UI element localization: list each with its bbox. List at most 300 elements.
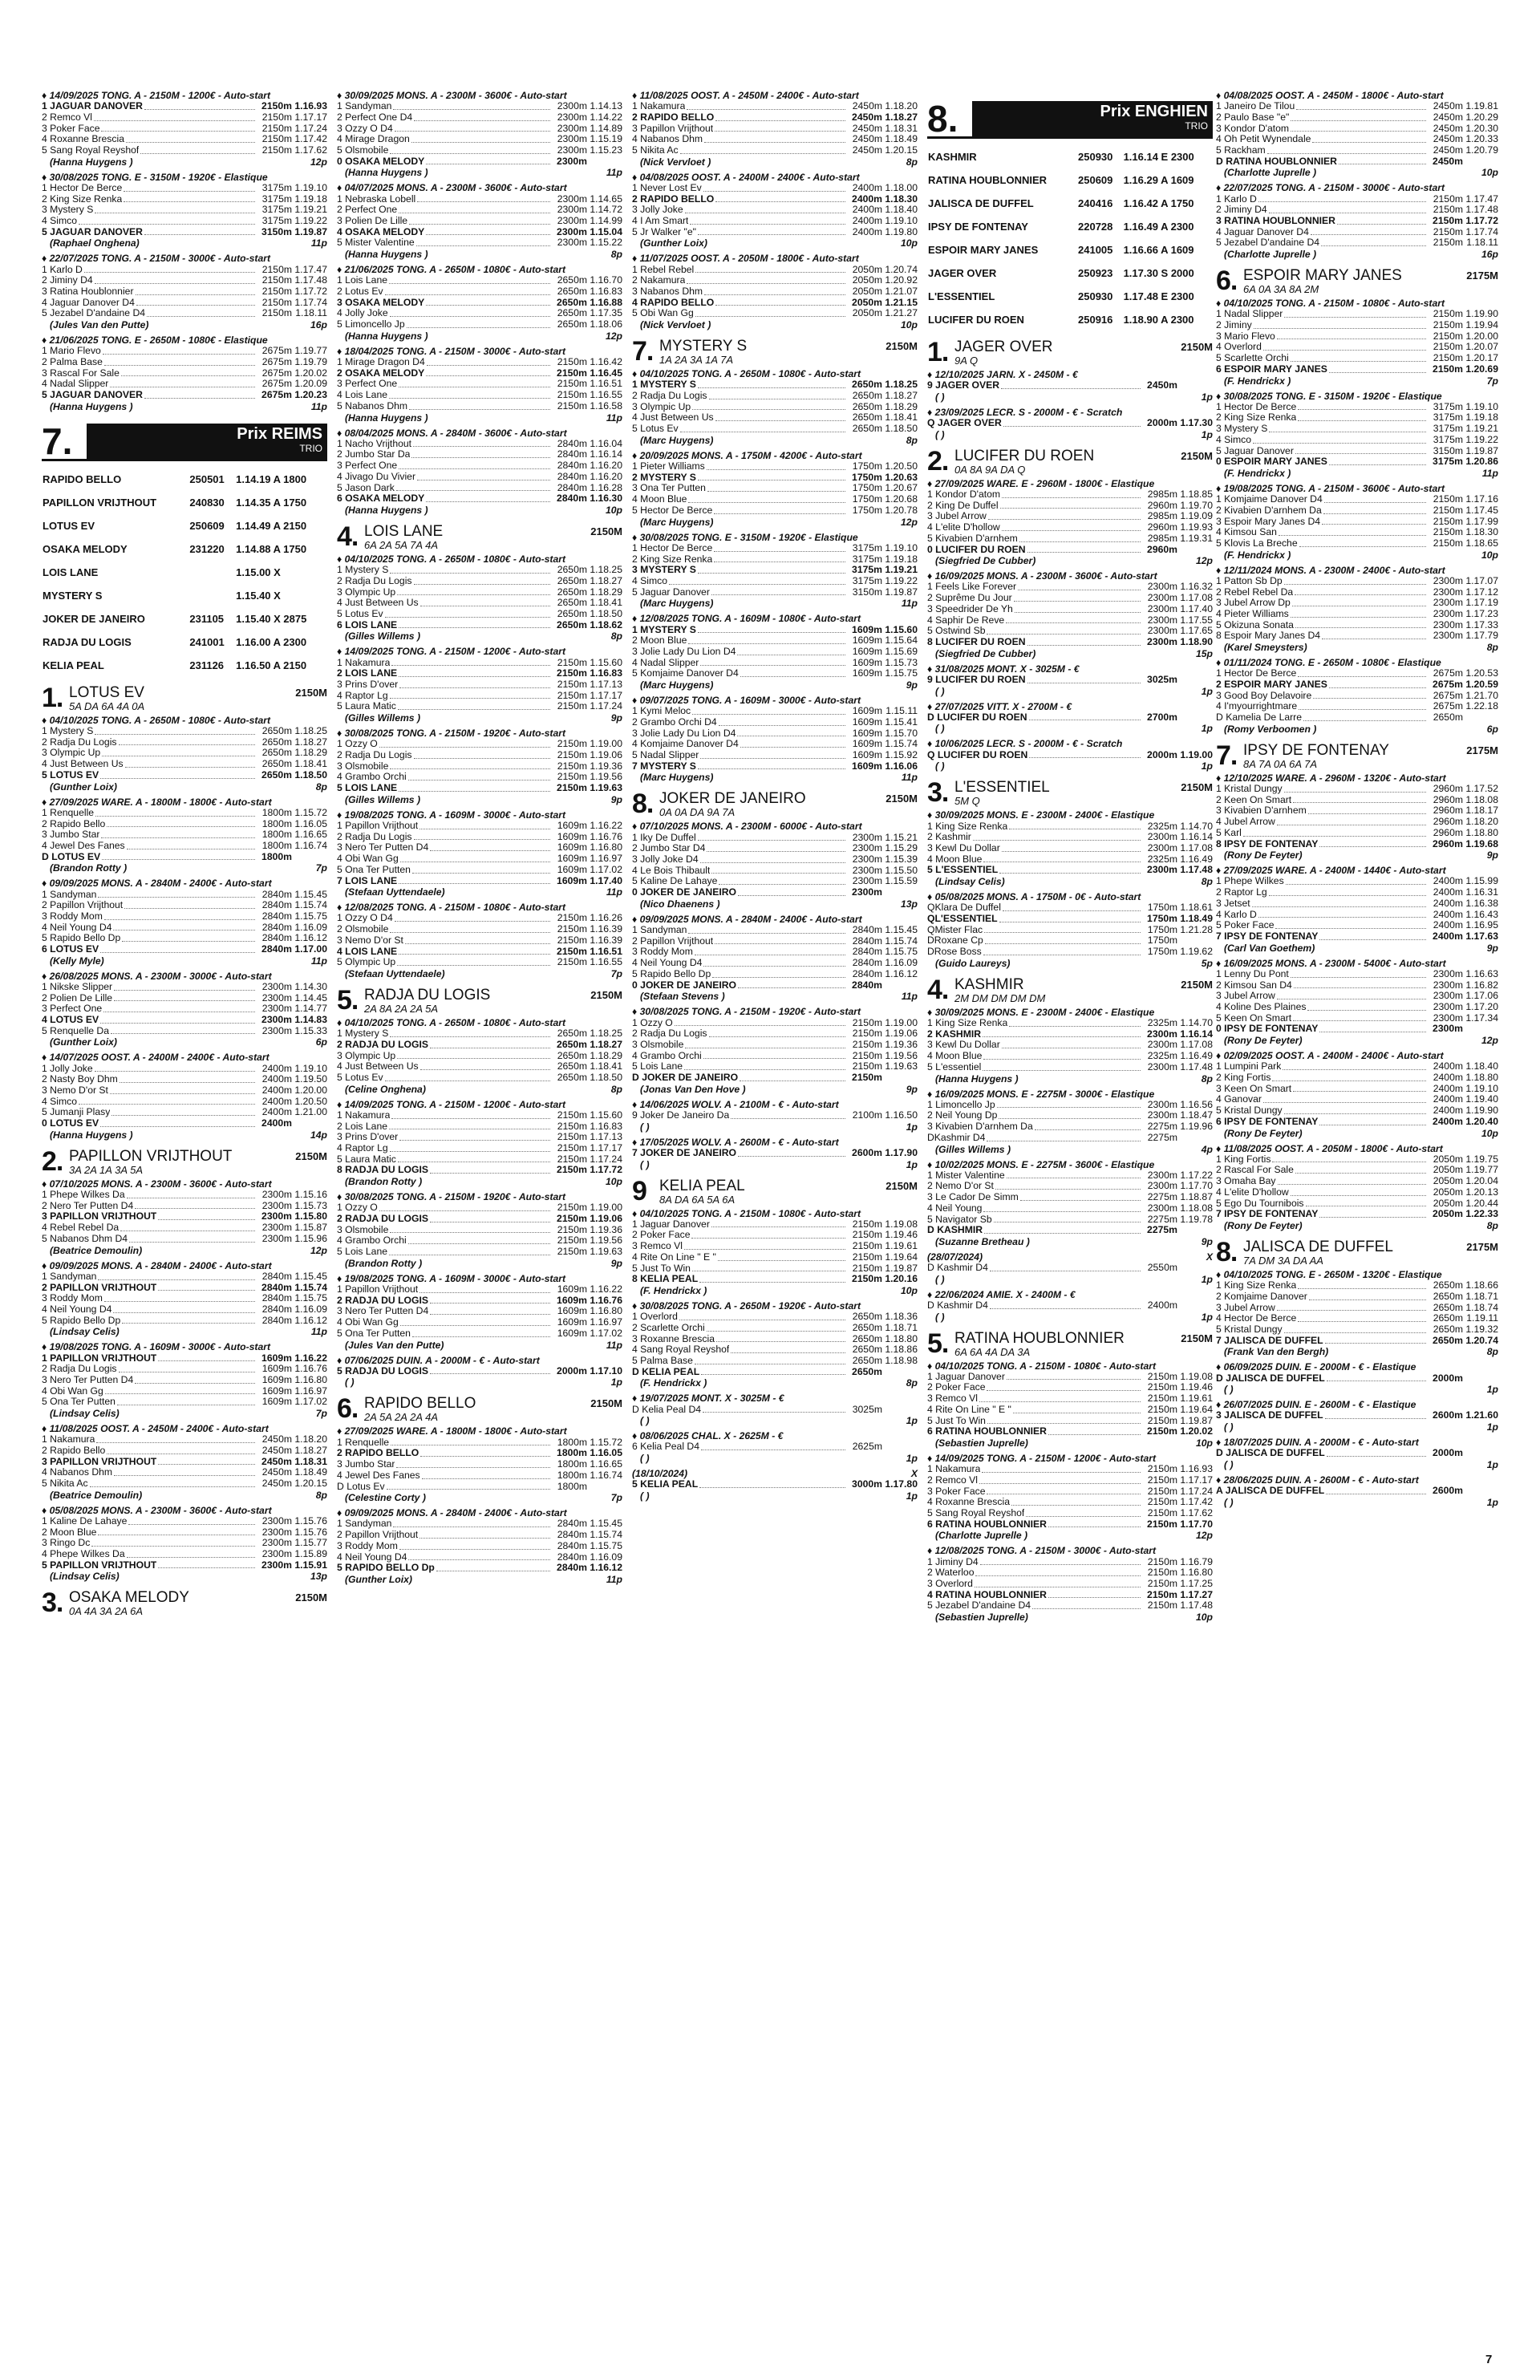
leader-dots	[983, 854, 1141, 863]
driver-name: ( )	[1224, 1421, 1234, 1433]
leader-dots	[1027, 675, 1141, 683]
result-horse: 4 LOTUS EV	[42, 1015, 99, 1026]
result-horse: 4 Saphir De Reve	[927, 614, 1005, 626]
driver-name: (Gilles Willems )	[345, 793, 421, 805]
leader-dots	[1267, 145, 1426, 154]
result-horse: 3 Perfect One	[42, 1003, 103, 1015]
race-footer	[42, 862, 327, 874]
result-horse: 4 Nadal Slipper	[632, 657, 699, 668]
result-horse: D LOTUS EV	[42, 851, 101, 862]
result-horse: 3 Nero Ter Putten D4	[337, 842, 429, 853]
result-horse: 4 Obi Wan Gg	[337, 1317, 399, 1328]
race-block	[632, 821, 918, 909]
result-horse: 1 Kondor D'atom	[927, 489, 1001, 501]
result-distance: 2150m	[1147, 1463, 1177, 1475]
leader-dots	[737, 728, 845, 737]
field-size: 1p	[1201, 391, 1213, 403]
result-horse: 3 Kondor D'atom	[1216, 123, 1290, 134]
race-header: ♦ 04/08/2025 OOST. A - 2400M - 2400€ - Auto-start	[632, 171, 860, 183]
race-header: ♦ 10/06/2025 LECR. S - 2000M - € - Scratch	[927, 738, 1123, 750]
result-distance: 2000m	[1433, 1447, 1463, 1459]
result-time: 1.16.42	[590, 356, 622, 368]
result-horse: 1 Lenny Du Pont	[1216, 968, 1289, 979]
result-horse: 2 RADJA DU LOGIS	[337, 1295, 428, 1306]
result-time: 1.20.79	[1465, 144, 1498, 156]
result-horse: 2 RADJA DU LOGIS	[337, 1039, 428, 1050]
leader-dots	[1296, 101, 1426, 110]
driver-name: (Hanna Huygens )	[345, 505, 428, 516]
result-distance: 2150m	[1433, 225, 1463, 237]
result-time: 1.18.50	[590, 608, 622, 620]
result-distance: 2300m	[557, 144, 587, 156]
race-footer	[337, 1377, 622, 1388]
result-time: 1.16.80	[294, 1373, 327, 1385]
result-horse: 5 Rapido Bello Dp	[632, 968, 711, 979]
result-horse: 3 Prins D'over	[337, 679, 399, 691]
result-row	[632, 706, 918, 717]
result-row	[632, 1110, 918, 1121]
result-row	[337, 772, 622, 783]
leader-dots	[1275, 920, 1426, 929]
prix-row	[42, 537, 327, 561]
result-row	[632, 145, 918, 156]
result-time	[1463, 1373, 1498, 1385]
result-horse: 1 King Size Renka	[927, 821, 1008, 832]
result-horse: 1 Ozzy O	[337, 739, 378, 750]
result-time	[1177, 1133, 1213, 1144]
race-footer	[632, 1377, 918, 1389]
result-time: 1.17.90	[885, 1146, 918, 1158]
result-horse: 5 Klovis La Breche	[1216, 538, 1298, 549]
race-header: ♦ 14/09/2025 TONG. A - 2150M - 1200€ - Auto-start	[337, 646, 566, 658]
race-header: ♦ 30/08/2025 TONG. A - 2150M - 1920€ - Auto-start	[337, 1191, 566, 1203]
leader-dots	[1295, 587, 1426, 596]
race-header: ♦ 04/10/2025 TONG. A - 2650M - 1080€ - Auto-start	[337, 553, 566, 565]
result-horse: 2 Remco Vl	[927, 1474, 978, 1486]
prix-record: 1.16.29 A 1609	[1123, 174, 1194, 186]
result-distance: 2150m	[557, 945, 587, 957]
driver-name: (Stefaan Uyttendaele)	[345, 968, 445, 979]
leader-dots	[144, 101, 255, 110]
result-horse: D JALISCA DE DUFFEL	[1216, 1448, 1325, 1459]
result-distance: 2300m	[557, 225, 587, 237]
result-horse: 8 LUCIFER DU ROEN	[927, 636, 1026, 647]
horse-number: 5.	[927, 1328, 949, 1359]
result-time: 1.19.70	[1180, 499, 1213, 511]
result-time: 1.16.65	[590, 1458, 622, 1470]
driver-name: (Hanna Huygens )	[345, 167, 428, 179]
result-horse: 3 Jumbo Star	[42, 829, 100, 841]
result-time: 1.15.21	[885, 831, 918, 843]
result-horse: 6 LOTUS EV	[42, 944, 99, 955]
result-horse: 2 Nasty Boy Dhm	[42, 1074, 118, 1085]
result-distance: 2150m	[1433, 204, 1463, 216]
result-distance: 3175m	[1433, 433, 1463, 445]
leader-dots	[688, 635, 845, 644]
field-size: 12p	[310, 1244, 327, 1256]
result-time: 1.20.50	[885, 460, 918, 472]
race-footer	[927, 1236, 1213, 1247]
race-header: ♦ 12/10/2025 JARN. X - 2450M - €	[927, 369, 1078, 380]
result-horse: 3 Jubel Arrow	[1216, 991, 1275, 1002]
result-row	[337, 783, 622, 794]
horse-info	[659, 339, 918, 366]
leader-dots	[389, 1121, 550, 1130]
result-horse: 2 King Size Renka	[42, 193, 123, 205]
race-header: ♦ 18/07/2025 DUIN. A - 2000M - € - Auto-start	[1216, 1437, 1419, 1449]
result-horse: 3 Jubel Arrow Dp	[1216, 598, 1291, 609]
result-row	[1216, 412, 1498, 424]
result-row	[42, 346, 327, 357]
result-row	[1216, 124, 1498, 135]
result-row	[1216, 1084, 1498, 1095]
result-time: 1.17.16	[1465, 493, 1498, 505]
result-time: 1.20.04	[1465, 1175, 1498, 1187]
leader-dots	[385, 609, 550, 618]
race-block	[337, 553, 622, 642]
horse-number: 8.	[1216, 1236, 1238, 1267]
result-distance: 2650m	[557, 586, 587, 598]
result-horse: 2 Radja Du Logis	[337, 750, 412, 761]
result-distance: 2650m	[557, 1049, 587, 1061]
result-time: 1.15.77	[294, 1537, 327, 1549]
horse-info	[954, 977, 1213, 1004]
result-row	[632, 505, 918, 517]
result-time: 1.19.87	[294, 225, 327, 237]
leader-dots	[397, 587, 550, 596]
driver-name: (F. Hendrickx )	[1224, 549, 1291, 561]
result-horse: 7 IPSY DE FONTENAY	[1216, 931, 1319, 942]
result-row	[632, 728, 918, 740]
result-time: 1.20.74	[1465, 1334, 1498, 1346]
leader-dots	[1007, 1170, 1141, 1179]
driver-name: (Stefaan Uyttendaele)	[345, 886, 445, 898]
result-horse: 2 Remco Vl	[42, 111, 92, 123]
race-footer	[42, 1571, 327, 1582]
result-horse: 3 Le Cador De Simm	[927, 1192, 1019, 1203]
race-header: ♦ 22/07/2025 TONG. A - 2150M - 3000€ - Auto-start	[42, 253, 271, 265]
result-distance: 2650m	[1433, 1301, 1463, 1313]
result-distance: 2840m	[852, 967, 882, 979]
result-horse: 4 Jaguar Danover D4	[1216, 226, 1309, 237]
driver-name: (Suzanne Bretheau )	[935, 1235, 1030, 1247]
leader-dots	[426, 368, 550, 377]
result-time: 1.18.90	[1180, 635, 1213, 647]
leader-dots	[399, 205, 550, 213]
result-horse: 6 ESPOIR MARY JANES	[1216, 363, 1327, 375]
leader-dots	[1291, 353, 1426, 362]
result-row	[337, 587, 622, 598]
horse-number: 4.	[927, 974, 949, 1005]
prix-date: 240830	[189, 496, 225, 509]
result-distance: 2300m	[852, 864, 882, 876]
horse-name: KASHMIR	[954, 975, 1024, 993]
result-time: 1.16.39	[590, 923, 622, 935]
result-row	[632, 1072, 918, 1084]
leader-dots	[103, 346, 255, 355]
result-row	[927, 615, 1213, 626]
result-time: 1.18.20	[885, 100, 918, 112]
result-horse: 1 Nikske Slipper	[42, 981, 113, 992]
result-horse: 2 RAPIDO BELLO	[632, 193, 715, 205]
result-horse: 4 Grambo Orchi	[337, 772, 407, 783]
race-footer	[42, 1326, 327, 1337]
result-time: 1.19.08	[885, 1218, 918, 1230]
result-row	[1216, 691, 1498, 702]
result-distance: 2650m	[261, 747, 292, 759]
result-time: 1.18.98	[885, 1354, 918, 1366]
leader-dots	[1032, 1600, 1141, 1609]
leader-dots	[1291, 124, 1426, 132]
result-horse: 4 Jewel Des Fanes	[337, 1470, 420, 1481]
result-horse: 2 Radja Du Logis	[337, 575, 412, 586]
result-horse: DKashmir D4	[927, 1132, 986, 1143]
result-row	[927, 1497, 1213, 1508]
result-distance: 3025m	[1147, 673, 1177, 685]
result-row	[1216, 1117, 1498, 1128]
result-distance: 2840m	[557, 470, 587, 482]
driver-name: (Hanna Huygens )	[345, 330, 428, 342]
result-row	[42, 194, 327, 205]
result-time: 1.16.09	[294, 921, 327, 933]
result-horse: 4 LOIS LANE	[337, 946, 398, 957]
result-time: 1.16.09	[590, 1551, 622, 1563]
result-horse: 5 Jezabel D'andaine D4	[927, 1600, 1031, 1612]
result-distance: 1609m	[261, 1352, 292, 1364]
driver-name: (Nick Vervloet )	[640, 156, 711, 168]
result-row	[927, 1203, 1213, 1214]
result-time: 1.16.14	[1180, 1028, 1213, 1040]
leader-dots	[121, 368, 255, 377]
race-block	[927, 1289, 1213, 1323]
result-row	[337, 1202, 622, 1214]
driver-name: (Nico Dhaenens )	[640, 898, 720, 910]
result-horse: 2 Poker Face	[632, 1230, 691, 1241]
result-time: 1.16.49	[1180, 1050, 1213, 1062]
result-horse: 2 Rascal For Sale	[1216, 1165, 1294, 1176]
result-row	[337, 1470, 622, 1482]
leader-dots	[158, 1353, 255, 1362]
result-distance: 2050m	[852, 296, 882, 308]
leader-dots	[1018, 582, 1141, 590]
result-distance: 2300m	[261, 1526, 292, 1538]
result-row	[927, 1029, 1213, 1040]
result-row	[632, 1334, 918, 1345]
leader-dots	[1252, 898, 1426, 907]
horse-name-line	[954, 977, 1213, 993]
result-distance: 2300m	[261, 1514, 292, 1527]
result-time: 1.18.30	[1465, 526, 1498, 538]
leader-dots	[711, 587, 845, 596]
field-size: 10p	[1195, 1612, 1213, 1624]
result-row	[1216, 980, 1498, 991]
result-time: 1.19.64	[885, 1251, 918, 1263]
result-distance: 2840m	[557, 481, 587, 493]
result-horse: 5 Rapido Bello Dp	[42, 933, 121, 944]
driver-name: ( )	[935, 685, 945, 697]
result-row	[1216, 1486, 1498, 1497]
result-distance: 2000m	[1147, 417, 1177, 429]
result-horse: 5 Navigator Sb	[927, 1214, 992, 1225]
result-distance: 2840m	[261, 899, 292, 911]
result-distance: 2985m	[1147, 532, 1177, 544]
result-horse: 2 Lotus Ev	[337, 286, 383, 298]
prix-horse: LOIS LANE	[43, 566, 99, 578]
result-row	[337, 1366, 622, 1377]
result-distance: 2150m	[1147, 1588, 1177, 1600]
horse-name-line	[1243, 1239, 1498, 1255]
field-size: 10p	[900, 1284, 918, 1296]
result-row	[42, 1222, 327, 1234]
result-row	[42, 265, 327, 276]
result-time: 1.19.36	[885, 1038, 918, 1050]
prix-record: 1.16.49 A 2300	[1123, 221, 1194, 233]
result-horse: 3 Roddy Mom	[42, 910, 103, 922]
result-distance: 1609m	[557, 853, 587, 865]
leader-dots	[417, 194, 550, 203]
result-distance: 2300m	[261, 1548, 292, 1560]
result-time: 1.16.38	[1465, 897, 1498, 909]
result-row	[1216, 876, 1498, 887]
result-time: 1.19.75	[1465, 1153, 1498, 1165]
horse-name-line	[1243, 743, 1498, 759]
prix-horse: KELIA PEAL	[43, 659, 104, 671]
result-horse: 2 Rebel Rebel Da	[1216, 586, 1294, 598]
column-2	[337, 90, 622, 1589]
result-horse: 2 Neil Young Dp	[927, 1110, 998, 1121]
result-horse: 3 Kivabien D'arnhem Da	[927, 1121, 1033, 1133]
result-horse: 2 Kimsou San D4	[1216, 979, 1292, 991]
result-horse: DRose Boss	[927, 947, 982, 958]
result-distance: 2675m	[1433, 700, 1463, 712]
result-time: 1.16.12	[885, 967, 918, 979]
result-row	[632, 1367, 918, 1378]
horse-name-line	[69, 1149, 327, 1165]
result-row	[42, 216, 327, 227]
horse-name-line	[69, 1590, 327, 1606]
result-time: 1.18.41	[885, 412, 918, 424]
leader-dots	[1295, 1165, 1426, 1174]
result-distance: 3175m	[1433, 412, 1463, 424]
result-time: 1.18.41	[590, 597, 622, 609]
result-distance: 2960m	[1433, 805, 1463, 817]
leader-dots	[414, 112, 550, 121]
race-header: ♦ 19/08/2025 TONG. A - 1609M - 3000€ - Auto-start	[42, 1341, 271, 1353]
result-distance: 2150m	[1147, 1403, 1177, 1415]
result-distance: 2600m	[1433, 1409, 1463, 1421]
result-distance: 2150m	[1147, 1425, 1177, 1437]
leader-dots	[398, 1154, 550, 1163]
result-horse: 1 Phepe Wilkes	[1216, 876, 1284, 887]
column-3	[632, 90, 918, 1506]
result-time	[1177, 1300, 1213, 1312]
leader-dots	[695, 265, 845, 274]
leader-dots	[79, 216, 255, 225]
result-time: 1.16.58	[590, 399, 622, 412]
result-row	[1216, 969, 1498, 980]
result-time: 1.17.62	[1180, 1507, 1213, 1519]
field-size: 8p	[1201, 876, 1213, 888]
result-distance: 2050m	[852, 286, 882, 298]
result-horse: D KASHMIR	[927, 1225, 983, 1236]
result-horse: 2 RAPIDO BELLO	[632, 111, 715, 123]
result-distance: 1609m	[261, 1396, 292, 1408]
result-horse: 4 Moon Blue	[927, 1051, 983, 1062]
leader-dots	[1284, 1324, 1426, 1333]
result-horse: 6 RATINA HOUBLONNIER	[927, 1426, 1047, 1437]
result-distance: 2400m	[1433, 1093, 1463, 1105]
leader-dots	[140, 145, 255, 154]
horse-name-line	[1243, 268, 1498, 284]
result-time: 1.19.77	[294, 345, 327, 357]
driver-name: (Hanna Huygens )	[50, 156, 133, 168]
leader-dots	[114, 993, 255, 1002]
prix-record: 1.15.00 X	[236, 566, 281, 578]
result-distance: 2300m	[1433, 597, 1463, 609]
race-distance: 2150M	[590, 1397, 622, 1410]
result-time: 1.17.20	[1465, 1001, 1498, 1012]
result-horse: 4 L'elite D'hollow	[1216, 1186, 1289, 1198]
result-row	[42, 759, 327, 770]
leader-dots	[390, 1225, 550, 1234]
result-distance: 2150m	[557, 1142, 587, 1154]
result-distance: 2450m	[261, 1444, 292, 1456]
race-header: ♦ 16/09/2025 MONS. E - 2275M - 3000€ - Elastique	[927, 1088, 1155, 1100]
result-time: 1.17.65	[1180, 625, 1213, 637]
result-row	[42, 1364, 327, 1375]
result-horse: 3 OSAKA MELODY	[337, 297, 425, 308]
result-time: 1.16.09	[885, 957, 918, 969]
result-distance: 1609m	[852, 623, 882, 635]
result-time: 1.19.81	[1465, 100, 1498, 112]
result-distance: 2150m	[1433, 515, 1463, 527]
field-size: 11p	[606, 167, 622, 179]
horse-name: LOTUS EV	[69, 683, 144, 701]
result-row	[1216, 1094, 1498, 1105]
result-distance: 2300m	[1147, 1098, 1177, 1110]
result-time: 1.18.11	[295, 307, 327, 319]
leader-dots	[389, 1247, 550, 1255]
result-distance: 2650m	[1433, 1323, 1463, 1335]
result-horse: 2 Rapido Bello	[42, 1445, 106, 1456]
result-horse: 4 Roxanne Brescia	[42, 134, 124, 145]
result-row	[1216, 887, 1498, 898]
race-header: ♦ 02/09/2025 OOST. A - 2400M - 2400€ - Auto-start	[1216, 1050, 1444, 1062]
result-distance: 2450m	[1433, 111, 1463, 123]
leader-dots	[127, 841, 255, 849]
field-size: 7p	[315, 1408, 327, 1420]
result-row	[337, 1051, 622, 1062]
driver-name: ( )	[640, 1121, 650, 1133]
result-horse: 3 MYSTERY S	[632, 565, 696, 576]
leader-dots	[426, 227, 550, 236]
leader-dots	[114, 982, 255, 991]
result-distance: 2300m	[1433, 979, 1463, 991]
race-footer	[927, 648, 1213, 659]
result-time: 1.16.65	[294, 829, 327, 841]
leader-dots	[1254, 320, 1426, 329]
race-block	[42, 1341, 327, 1419]
horse-info	[1243, 268, 1498, 295]
result-time: 1.19.68	[1465, 837, 1498, 849]
result-time: 1.17.70	[1180, 1518, 1213, 1530]
result-distance: 2840m	[852, 957, 882, 969]
result-time: 1.20.07	[1465, 341, 1498, 353]
result-horse: 8 IPSY DE FONTENAY	[1216, 838, 1319, 849]
leader-dots	[1319, 1024, 1426, 1032]
result-row	[42, 933, 327, 944]
driver-name: (Celine Onghena)	[345, 1083, 426, 1095]
